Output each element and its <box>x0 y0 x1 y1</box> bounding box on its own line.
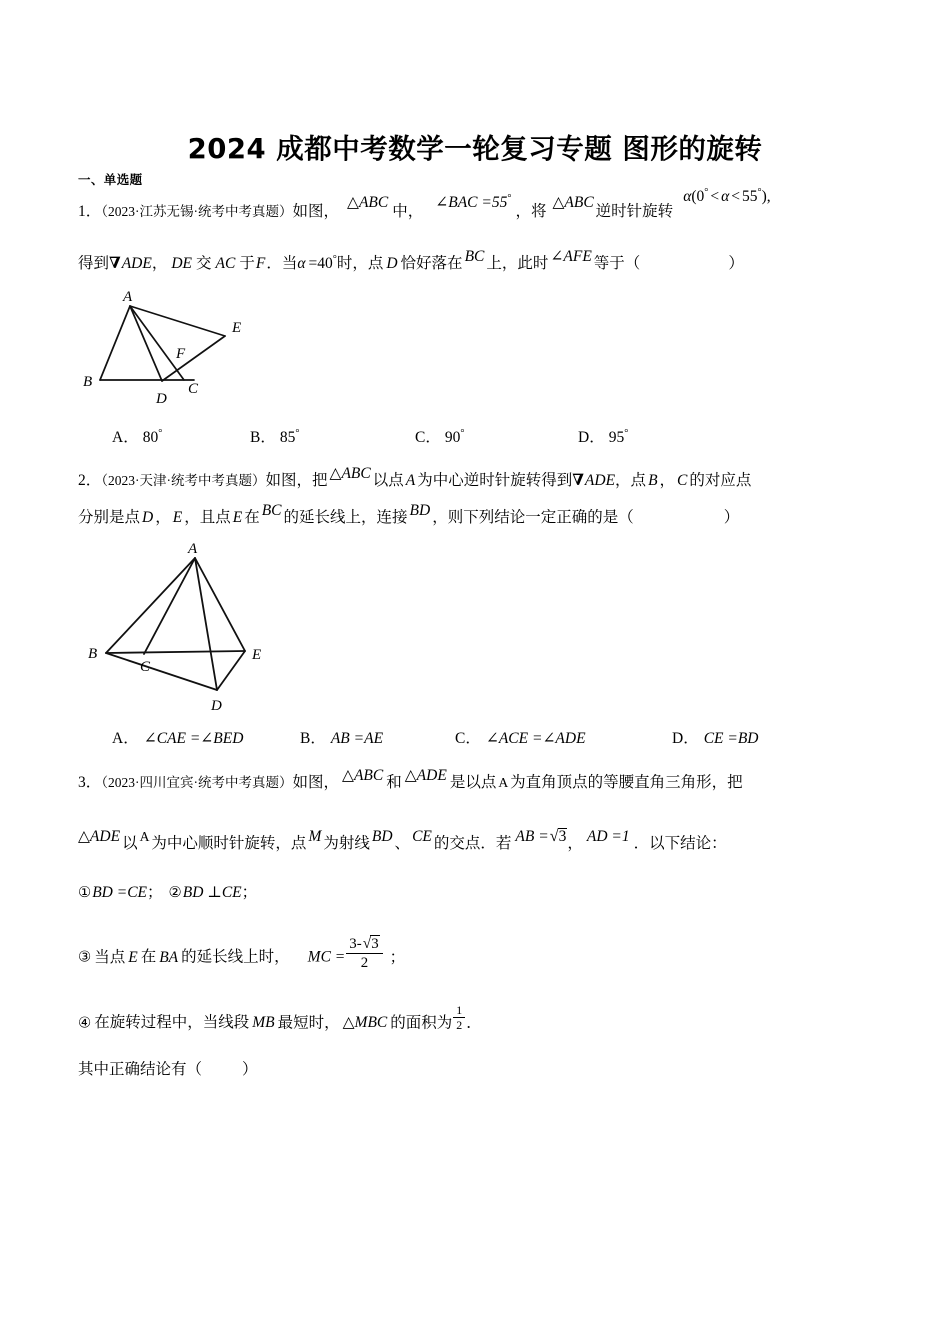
q1-math-paren-close: ), <box>761 188 771 206</box>
q3b-text-jielun: ．以下结论： <box>633 835 727 852</box>
q1b-math-angle-afe: ∠AFE <box>550 248 592 266</box>
q2-optB-value: AB =AE <box>330 730 384 747</box>
q3b-math-triangle-ade: △ADE <box>78 828 121 845</box>
q1b-comma-1: ， <box>151 255 168 273</box>
question-2-options <box>0 726 950 752</box>
question-1-source: （2023·江苏无锡·统考中考真题） <box>101 204 293 220</box>
q3-conclusion-4-marker: ④ <box>78 1014 92 1032</box>
q1-math-angle-bac: ∠BAC =55 <box>435 194 508 212</box>
figure-1-label-B: B <box>83 374 93 390</box>
q3d-fraction-half <box>453 1004 465 1032</box>
q1-math-alpha-2: α <box>721 188 730 206</box>
q3c-text-yanchangxian: 的延长线上时， <box>181 948 290 966</box>
q1-text-rotate-ccw: 逆时针旋转 <box>595 203 674 221</box>
q1-math-paren-open: (0 <box>691 188 705 206</box>
figure-1-label-F: F <box>176 346 186 362</box>
q3b-math-m: M <box>308 828 322 845</box>
question-3-prompt <box>78 1062 258 1078</box>
q1b-text-shi: 时，点 <box>336 255 384 273</box>
figure-1-label-E: E <box>232 320 242 336</box>
q2-intro-text: 如图，把 <box>265 472 328 489</box>
q3-math-triangle-ade: △ADE <box>404 767 447 784</box>
q3d-math-mb: MB <box>252 1014 275 1032</box>
page-title: 2024 成都中考数学一轮复习专题 图形的旋转 <box>187 133 763 166</box>
question-2-source: （2023·天津·统考中考真题） <box>101 473 266 488</box>
q1-math-triangle-abc-2: △ABC <box>552 194 594 212</box>
q3c-text-dangdian: 当点 <box>94 948 126 966</box>
q2-optC-letter: C． <box>455 730 481 747</box>
q2b-text-jielun: ，则下列结论一定正确的是（ <box>432 509 634 526</box>
q3b-math-a: A <box>139 829 150 844</box>
q1b-text-dang: ．当 <box>266 255 298 273</box>
q2-optD-letter: D． <box>672 730 699 747</box>
question-3-number: 3． <box>78 774 102 791</box>
q3b-comma: ， <box>567 835 583 852</box>
q3-conclusion-3-sep: ； <box>389 948 406 966</box>
q2b-text-fenbie: 分别是点 <box>78 509 141 526</box>
q3d-fraction-denominator: 2 <box>456 1017 463 1032</box>
q1b-text-dedao: 得到 <box>78 255 110 273</box>
q1b-text-shang: 上，此时 <box>486 255 549 273</box>
figure-2-svg <box>78 540 328 715</box>
q3-conclusion-2-sep: ； <box>241 884 258 901</box>
q1b-math-d: D <box>386 255 398 273</box>
q1b-math-alpha: α <box>297 255 306 273</box>
figure-1-svg <box>78 288 328 406</box>
figure-1-label-D: D <box>156 391 167 406</box>
q3d-math-triangle-mbc: △MBC <box>342 1014 388 1032</box>
q1-math-alpha: α <box>683 188 692 206</box>
q1-optA-value: 80 <box>142 429 159 446</box>
question-2-option-A[interactable] <box>112 726 243 748</box>
q3d-fraction-numerator: 1 <box>453 1004 465 1018</box>
q2-text-duiyingdian: 的对应点 <box>689 472 752 489</box>
question-2-option-C[interactable] <box>455 726 586 748</box>
q1-optC-letter: C． <box>415 429 441 446</box>
q3-text-isoceles: 为直角顶点的等腰直角三角形，把 <box>510 774 743 791</box>
q2b-text-qiedian: ，且点 <box>184 509 231 526</box>
q2-optC-value: ∠ACE =∠ADE <box>485 730 586 747</box>
q2b-math-e: E <box>172 509 183 526</box>
question-3-line-2 <box>78 827 727 852</box>
q1-optA-letter: A． <box>112 429 139 446</box>
q3b-math-ad-eq-1: AD =1 <box>586 828 630 845</box>
q3-intro-text: 如图， <box>292 774 340 791</box>
q2-optB-letter: B． <box>300 730 326 747</box>
q3-math-a: A <box>498 775 509 790</box>
q3-conclusion-3-marker: ③ <box>78 948 92 966</box>
q2b-math-d: D <box>142 509 154 526</box>
q1-math-triangle-abc: △ABC <box>347 194 389 212</box>
q3c-math-ba: BA <box>159 948 179 966</box>
question-1-option-B[interactable]: B． 85° <box>250 427 300 446</box>
q3-conclusion-2-body: BD ⊥CE <box>182 884 242 901</box>
section-heading-single-choice: 一、单选题 <box>78 172 143 187</box>
q1b-text-dengyu: 等于（ <box>593 255 641 273</box>
q3c-text-zai: 在 <box>140 948 157 966</box>
q3d-text-zuiduan: 最短时， <box>277 1014 340 1032</box>
q1b-text-jiao: 交 <box>196 255 212 273</box>
q3b-dunhao: 、 <box>394 835 411 852</box>
q3d-period: ． <box>466 1014 482 1032</box>
q1-math-55: 55 <box>741 188 758 206</box>
question-2-option-D[interactable] <box>672 726 759 748</box>
question-2-option-B[interactable] <box>300 726 383 748</box>
q1-optC-value: 90 <box>444 429 461 446</box>
question-3-conclusion-4 <box>78 1003 482 1038</box>
q3-conclusion-1-sep: ； <box>147 884 163 901</box>
q2-math-c: C <box>677 472 688 489</box>
q2-text-dian: ，点 <box>615 472 647 489</box>
q1b-math-f: F <box>255 255 266 273</box>
question-1-number: 1． <box>78 203 102 221</box>
q1b-paren-close: ） <box>728 255 744 273</box>
q3c-math-e: E <box>128 948 138 966</box>
q1b-text-qiahao: 恰好落在 <box>400 255 463 273</box>
q3-math-triangle-abc: △ABC <box>342 767 384 784</box>
q3d-text-rotating: 在旋转过程中，当线段 <box>94 1014 250 1032</box>
q3c-fraction <box>346 935 382 971</box>
q2b-comma-1: ， <box>155 509 171 526</box>
q1-text-zhong: 中， <box>392 203 424 221</box>
q3b-text-shexian: 为射线 <box>323 835 370 852</box>
figure-2-label-C: C <box>140 659 151 675</box>
q3c-num-prefix: 3- <box>349 936 362 952</box>
q2-optD-value: CE =BD <box>703 730 759 747</box>
q2b-math-e-2: E <box>232 509 243 526</box>
q2-math-b: B <box>648 472 658 489</box>
question-3-line-1 <box>78 767 743 791</box>
q3-conclusion-2-marker: ② <box>168 884 182 901</box>
q3b-text-yi: 以 <box>122 835 138 852</box>
q2b-text-zai: 在 <box>244 509 260 526</box>
q3c-sqrt-3-body: 3 <box>371 936 379 952</box>
q1-text-jiang: ，将 <box>515 203 547 221</box>
q2b-text-yanchangxian: 的延长线上，连接 <box>283 509 408 526</box>
question-1-figure <box>78 288 328 406</box>
q3c-fraction-numerator <box>346 935 382 954</box>
question-1-options <box>0 425 950 451</box>
question-1-option-D[interactable]: D． 95° <box>578 427 629 446</box>
q2-text-yidian: 以点 <box>372 472 404 489</box>
q1b-math-ade: ADE <box>121 255 152 273</box>
figure-2-label-E: E <box>252 647 262 663</box>
question-3-conclusion-3 <box>78 935 406 976</box>
question-1-option-C[interactable]: C． 90° <box>415 427 465 446</box>
q3c-sqrt-3: √3 <box>362 935 379 952</box>
q3-prompt-paren-close: ） <box>242 1061 258 1078</box>
q1-optB-letter: B． <box>250 429 276 446</box>
q2-math-a: A <box>405 472 416 489</box>
q1b-math-bc: BC <box>464 248 485 266</box>
q1-math-lt-2: < <box>731 188 740 206</box>
question-2-line-1 <box>78 465 752 489</box>
q3-conclusion-1-body: BD =CE <box>92 884 148 901</box>
figure-2-label-D: D <box>211 698 222 714</box>
q3d-text-mianji: 的面积为 <box>390 1014 453 1032</box>
q3b-math-ab-eq: AB = <box>515 828 549 845</box>
q2b-paren-close: ） <box>723 509 740 526</box>
q2b-math-bd: BD <box>409 502 431 519</box>
q3b-sqrt-3-body: 3 <box>558 828 567 845</box>
q3-text-shiyi: 是以点 <box>449 774 497 791</box>
q3-conclusion-1-marker: ① <box>78 884 92 901</box>
q1-optD-value: 95 <box>608 429 625 446</box>
q1-intro-text: 如图， <box>292 203 340 221</box>
q3-prompt-text: 其中正确结论有（ <box>78 1061 203 1078</box>
q3c-fraction-denominator: 2 <box>360 954 369 971</box>
q1-math-lt-1: < <box>710 188 720 206</box>
q3b-math-ce: CE <box>412 828 432 845</box>
q1b-math-eq-40: =40 <box>308 255 333 273</box>
q1-optD-letter: D． <box>578 429 605 446</box>
nabla-icon: ∇ <box>109 255 121 273</box>
q1b-math-ac: AC <box>215 255 236 273</box>
question-3-conclusion-1-2 <box>78 885 257 901</box>
q1-optB-value: 85 <box>279 429 296 446</box>
q1b-text-yu: 于 <box>239 255 255 273</box>
q3c-math-mc-eq: MC = <box>307 948 346 966</box>
q2b-math-bc: BC <box>261 502 282 519</box>
figure-1-label-C: C <box>188 381 199 397</box>
question-2-figure <box>78 540 328 715</box>
figure-2-label-B: B <box>88 646 98 662</box>
question-1-line-2: 得到∇ADE， DE 交 AC 于F．当α =40°时，点 D 恰好落在 BC 上，此时 ∠AFE 等于（ ） <box>78 248 744 273</box>
question-1-option-A[interactable]: A． 80° <box>112 427 163 446</box>
q3b-math-bd: BD <box>371 828 393 845</box>
q2-optA-letter: A． <box>112 730 139 747</box>
q2-math-ade: ADE <box>584 472 616 489</box>
q2-math-triangle-abc: △ABC <box>329 465 371 482</box>
figure-1-label-A: A <box>123 289 133 305</box>
question-3-source: （2023·四川宜宾·统考中考真题） <box>101 775 293 790</box>
q3b-text-rotate-cw: 为中心顺时针旋转，点 <box>151 835 307 852</box>
q3b-sqrt-3: √3 <box>549 827 567 845</box>
q2-text-rotate: 为中心逆时针旋转得到 <box>417 472 573 489</box>
question-2-number: 2． <box>78 472 102 489</box>
q2-optA-value: ∠CAE =∠BED <box>143 730 244 747</box>
question-1-line-1: 1．（2023·江苏无锡·统考中考真题）如图，△ABC中，∠BAC =55°，将△ABC逆时针旋转α(0° < α < 55°), <box>78 187 771 221</box>
figure-2-label-A: A <box>188 541 198 557</box>
q3-text-he: 和 <box>386 774 402 791</box>
q3b-text-jiaodian: 的交点．若 <box>433 835 512 852</box>
question-2-line-2 <box>78 502 740 526</box>
q2-comma: ， <box>659 472 676 489</box>
q1b-math-de: DE <box>171 255 193 273</box>
nabla-icon-2: ∇ <box>572 472 584 489</box>
